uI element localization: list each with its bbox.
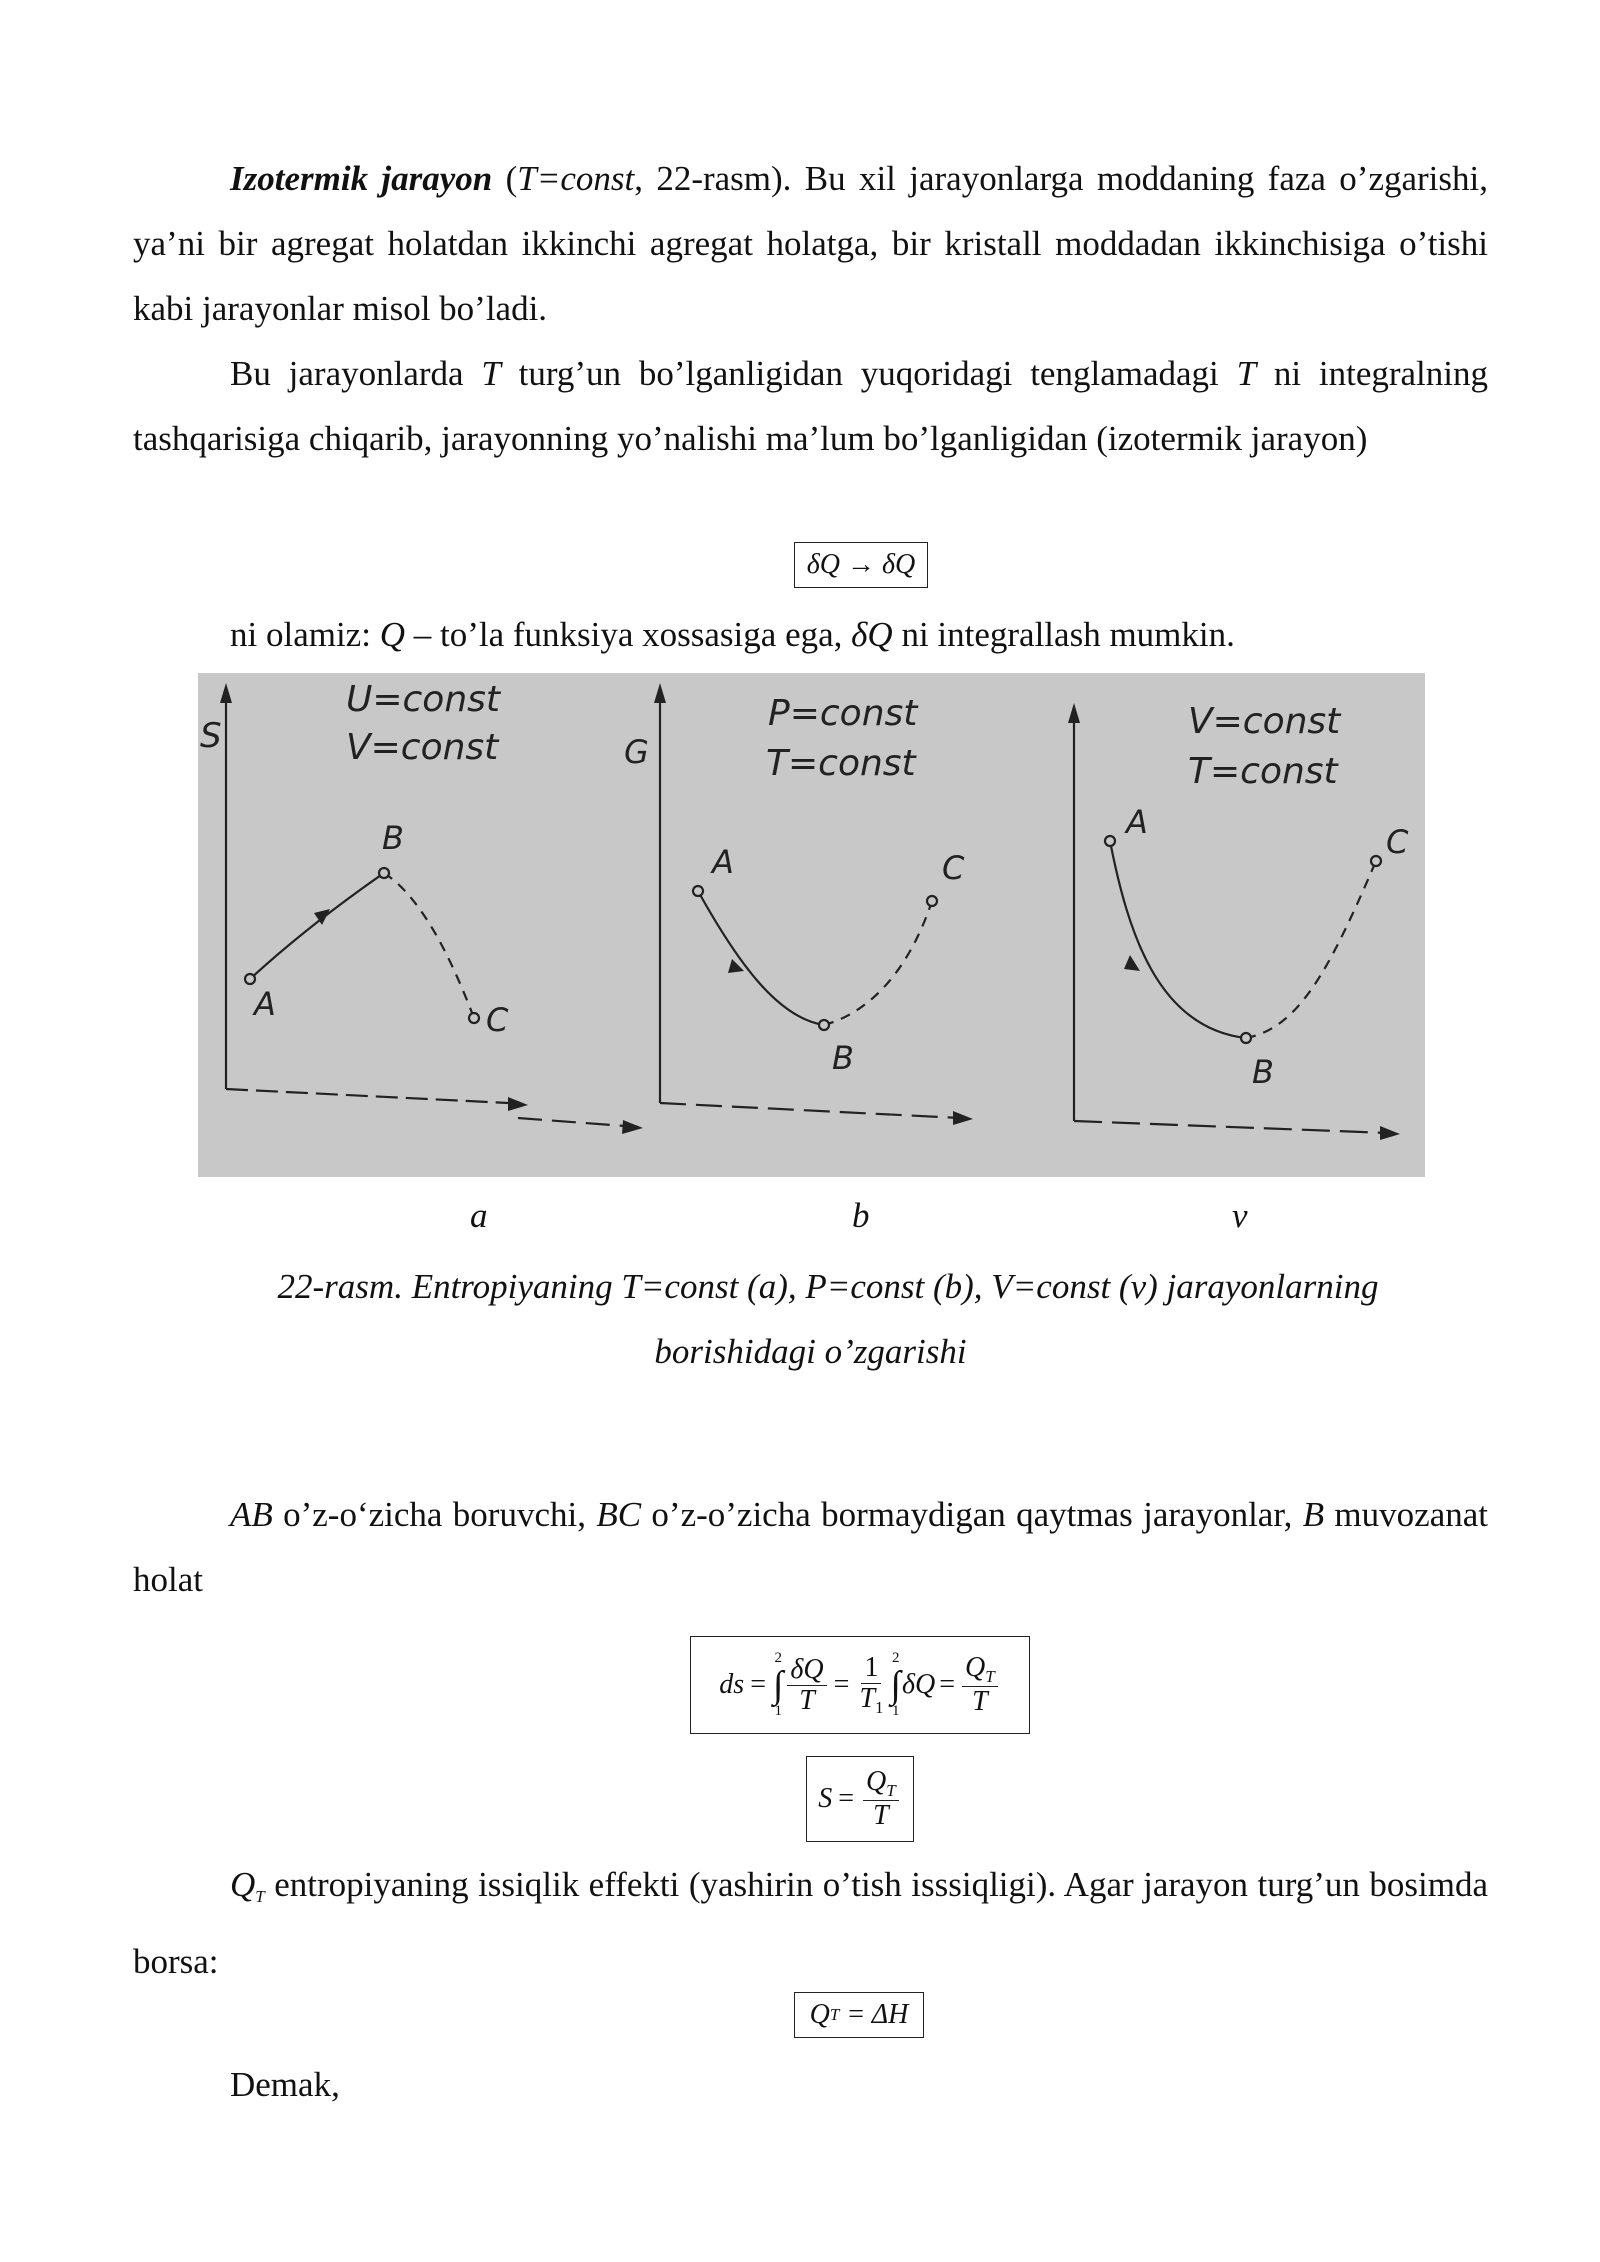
panel-b-label-C: C [942,849,965,887]
f3-S: S [818,1783,833,1814]
panel-v-label-A: A [1126,803,1148,841]
f2-int2-upper: 2 [891,1650,900,1666]
f2-integral-1 [773,1651,783,1719]
panel-v-label-C: C [1386,823,1409,861]
panel-a-axis-label: S [200,716,222,756]
f2-frac-3 [962,1653,998,1716]
panel-a-y-arrow [220,683,232,703]
p4-var-AB: AB [230,1495,273,1534]
paren-open: ( [492,159,518,198]
f2-int2-sym: ∫ [890,1664,901,1706]
formula-entropy-integral [690,1636,1030,1734]
p3-text-2: – to’la funksiya xossasiga ega, [404,615,852,654]
panel-a-curve-AB [250,873,384,979]
panel-b-label-A: A [712,843,734,881]
f3-eq: = [838,1783,855,1814]
panel-a-point-C [469,1013,479,1023]
subfig-label-v: v [1232,1196,1248,1235]
panel-b-point-A [693,886,703,896]
panel-b-point-B [819,1020,829,1030]
panel-a-x-ext-arrow [622,1120,643,1134]
panel-v-point-A [1105,836,1115,846]
heading-isothermal: Izotermik jarayon [230,159,493,198]
p4-var-B: B [1302,1495,1325,1534]
panel-b-curve-AB [698,891,824,1025]
figure-caption-line1: 22-rasm. Entropiyaning T=const (a), P=const (b), V=const (v) jarayonlarning [277,1267,1379,1306]
condition-text: T=const [517,159,635,198]
panel-b-point-C [927,896,937,906]
panel-a-point-A [245,974,255,984]
f3-frac-num-sub: T [886,1781,896,1801]
p3-var-Q: Q [379,615,405,654]
figure-22 [198,673,1425,1177]
panel-b-x-arrow [953,1111,973,1125]
f3-frac-num-Q: Q [866,1766,887,1798]
panel-a-x-axis [226,1089,508,1103]
p4-var-BC: BC [596,1495,642,1534]
f2-int1-sym: ∫ [772,1664,784,1706]
p3-var-dQ: δQ [851,615,893,654]
panel-b-cond1: P=const [768,693,918,734]
formula-dq-arrow: δQ → δQ [794,542,928,588]
f2-int1-upper: 2 [774,1650,782,1666]
panel-a-cond2: V=const [346,727,499,768]
panel-v-x-axis [1074,1121,1388,1133]
formula-QT-dH [794,1992,924,2038]
p5-text: entropiyaning issiqlik effekti (yashirin o’tish isssiqligi). Agar jarayon turg’un bosimda borsa: [133,1865,1488,1981]
paragraph-constant-T [133,341,1488,471]
panel-a-curve-BC [384,873,474,1018]
panel-v-x-arrow [1380,1126,1400,1140]
paragraph-isothermal [133,146,1488,341]
panel-b-curve-BC [824,901,932,1025]
f2-frac3-num [962,1653,998,1687]
f2-int2-lower: 1 [891,1703,900,1719]
p2-var-T: T [481,354,501,393]
panel-a-point-B [379,868,389,878]
panel-a-cond1: U=const [346,679,501,720]
f2-frac2-den-T: T [859,1682,876,1714]
f2-frac2-den-sub: 1 [875,1697,884,1717]
subfig-label-a: a [470,1196,488,1235]
f2-frac-1 [787,1655,826,1715]
p4-text-3: muvozanat holat [133,1495,1488,1599]
panel-b-x-axis [660,1103,960,1118]
panel-v-curve-arrow [1124,955,1140,971]
f3-frac-den: T [873,1800,889,1832]
figure-22-svg [198,673,1425,1177]
f4-Q: Q [809,1999,830,2030]
panel-a-label-C: C [486,1001,509,1039]
panel-v-point-B [1241,1033,1251,1043]
p4-text-1: o’z-o‘zicha boruvchi, [272,1495,597,1534]
p3-text-1: ni olamiz: [230,615,380,654]
panel-a-x-arrow [508,1097,528,1111]
p5-var-Q: Q [230,1865,256,1904]
f2-frac3-num-sub: T [985,1667,995,1687]
panel-v-point-C [1371,856,1381,866]
p4-text-2: o’z-o’zicha bormaydigan qaytmas jarayonlar, [641,1495,1303,1534]
f2-eq3: = [939,1669,955,1700]
panel-v-y-arrow [1068,703,1080,723]
figure-caption-line2: borishidagi o’zgarishi [654,1332,967,1371]
panel-a-x-axis-ext [518,1118,638,1127]
subfig-label-b: b [852,1196,870,1235]
f2-ds: ds [719,1669,745,1700]
panel-b-cond2: T=const [766,743,916,784]
f3-frac [863,1767,899,1830]
paragraph-spontaneous [133,1482,1488,1612]
f2-dQ: δQ [901,1669,936,1700]
p5-var-sub: T [255,1887,265,1906]
f2-frac1-num: δQ [787,1655,826,1685]
panel-b-axis-label: G [624,733,649,771]
f2-frac3-den: T [972,1686,988,1718]
p3-text-3: ni integrallash mumkin. [892,615,1235,654]
panel-v-curve-BC [1246,861,1376,1038]
panel-a-label-A: A [254,985,276,1023]
formula-entropy-S [806,1756,914,1842]
panel-b-y-arrow [654,683,666,703]
f2-frac2-num: 1 [861,1653,881,1683]
f3-frac-num [863,1767,899,1801]
f2-int1-lower: 1 [774,1703,782,1719]
f2-frac2-den [856,1684,886,1717]
paragraph-full-function [133,602,1488,667]
panel-v-cond1: V=const [1188,701,1341,742]
paragraph-heat-effect [133,1852,1488,1994]
p2-text-1: Bu jarayonlarda [230,354,482,393]
f4-rest: = ΔH [839,1999,909,2030]
panel-a-label-B: B [382,819,404,857]
f2-frac1-den: T [799,1684,815,1716]
panel-v-label-B: B [1252,1053,1274,1091]
panel-v-cond2: T=const [1188,751,1338,792]
f2-eq2: = [833,1669,850,1700]
p2-var-T2: T [1236,354,1257,393]
f2-integral-2 [891,1651,901,1719]
p2-text-2: turg’un bo’lganligidan yuqoridagi tenglamadagi [500,354,1237,393]
f4-sub: T [829,2005,840,2024]
f2-eq1: = [750,1669,766,1700]
f2-frac-2 [856,1653,886,1716]
paragraph-demak: Demak, [230,2065,340,2104]
f2-frac3-num-Q: Q [965,1652,986,1684]
paragraph1-body: , 22-rasm). Bu xil jarayonlarga moddaning faza o’zgarishi, ya’ni bir agregat holatdan ikkinchi agregat holatga, bir kristall moddadan ikkinchisiga o’tishi kabi jarayonlar misol bo’ladi. [133,159,1488,328]
p2-text-3: ni integralning tashqarisiga chiqarib, jarayonning yo’nalishi ma’lum bo’lganligidan (izotermik jarayon) [133,354,1488,458]
panel-b-label-B: B [832,1039,854,1077]
panel-v-curve-AB [1110,841,1246,1038]
